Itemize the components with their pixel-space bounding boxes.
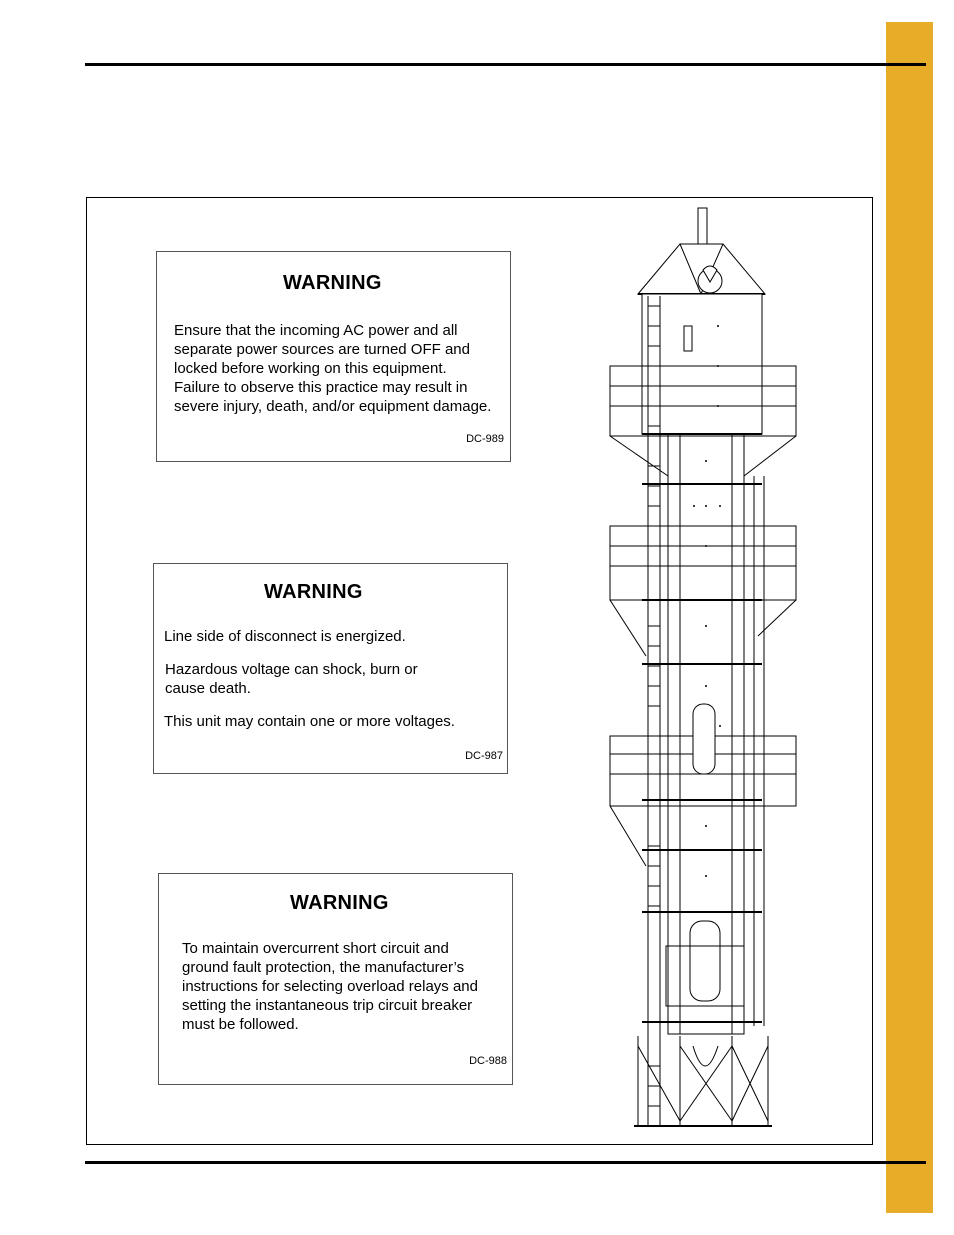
- warning-text-line: locked before working on this equipment.: [174, 360, 447, 377]
- warning-label-dc-988: [158, 873, 513, 1085]
- decal-code: DC-989: [466, 433, 504, 445]
- footer-rule: [85, 1161, 926, 1164]
- gold-side-tab: [886, 22, 933, 1213]
- warning-text-line: Ensure that the incoming AC power and all: [174, 322, 458, 339]
- warning-text-line: must be followed.: [182, 1016, 299, 1033]
- warning-text-line: separate power sources are turned OFF and: [174, 341, 470, 358]
- warning-text-line: instructions for selecting overload relays and: [182, 978, 478, 995]
- warning-label-dc-987: [153, 563, 508, 774]
- warning-text-line: Hazardous voltage can shock, burn or: [165, 661, 418, 678]
- warning-title: WARNING: [264, 581, 363, 603]
- warning-text-line: This unit may contain one or more voltages.: [164, 713, 455, 730]
- warning-label-dc-989: [156, 251, 511, 462]
- header-rule: [85, 63, 926, 66]
- decal-code: DC-987: [465, 750, 503, 762]
- warning-text-line: ground fault protection, the manufacturer’s: [182, 959, 465, 976]
- decal-code: DC-988: [469, 1055, 507, 1067]
- bucket-elevator-tower-drawing: [598, 206, 803, 1131]
- warning-text-line: Failure to observe this practice may result in: [174, 379, 468, 396]
- warning-text-line: severe injury, death, and/or equipment damage.: [174, 398, 492, 415]
- warning-text-line: To maintain overcurrent short circuit and: [182, 940, 449, 957]
- warning-title: WARNING: [290, 892, 389, 914]
- warning-text-line: setting the instantaneous trip circuit breaker: [182, 997, 473, 1014]
- warning-title: WARNING: [283, 272, 382, 294]
- warning-text-line: cause death.: [165, 680, 251, 697]
- warning-text-line: Line side of disconnect is energized.: [164, 628, 406, 645]
